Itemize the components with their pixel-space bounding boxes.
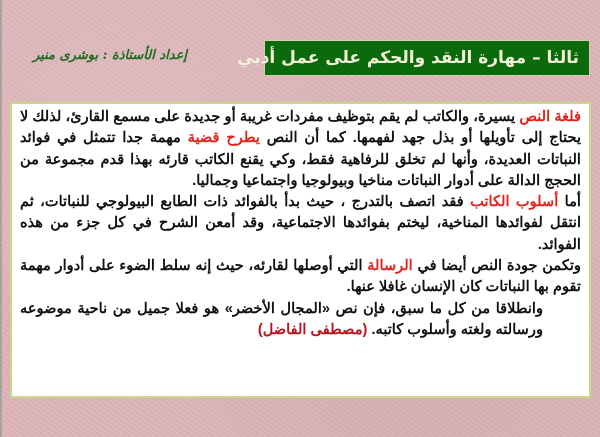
paragraph-message [20, 256, 581, 299]
paragraph-text: أما [558, 194, 581, 211]
paragraph-text: يسيرة، والكاتب لم يقم بتوظيف مفردات غريبة أو جديدة على مسمع القارئ، لذلك لا يحتاج إلى تأويلها أو بذل جهد لفهمها. كما أن النص [20, 109, 582, 147]
content-box [10, 102, 591, 398]
paragraph-text: فقد اتصف بالتدرج ، حيث بدأ بالفوائد ذات الطابع البيولوجي للنباتات، ثم انتقل لفوائدها المناخية، ليختم بفوائدها الاجتماعية، وقد أمعن الشرح في كل جزء من هذه الفوائد. [20, 194, 581, 253]
signature: (مصطفى الفاضل) [257, 321, 368, 338]
highlight-poses-issue: يطرح قضية [187, 130, 260, 147]
highlight-message: الرسالة [367, 258, 413, 275]
paragraph-text: مهمة جدا تتمثل في فوائد النباتات العديدة، وأنها لم تخلق للرفاهية فقط، وكي يقنع الكاتب قارئه بهذا قدم مجموعة من الحجج الدالة على أدوار النباتات مناخيا وبيولوجيا واجتماعيا وجماليا. [20, 130, 581, 189]
highlight-author-style: أسلوب الكاتب [470, 194, 559, 211]
title-banner [237, 40, 590, 76]
paragraph-text: التي أوصلها لقارئه، حيث إنه سلط الضوء على أدوار مهمة تقوم بها النباتات كان الإنسان غافلا عنها. [20, 258, 581, 296]
section-title: ثالثا – مهارة النقد والحكم على عمل أدبي [237, 48, 579, 68]
paragraph-language [20, 107, 581, 192]
paragraph-text: وانطلاقا من كل ما سبق، فإن نص «المجال الأخضر» هو فعلا جميل من ناحية موضوعه ورسالته ولغته وأسلوب كاتبه. [20, 300, 543, 338]
paragraph-style [20, 192, 581, 256]
slide-left-edge [0, 0, 2, 437]
paragraph-conclusion [20, 299, 581, 342]
author-credit: إعداد الأستاذة : بوشرى منير [33, 48, 187, 63]
highlight-text-language: فلغة النص [519, 109, 581, 125]
paragraph-text: وتكمن جودة النص أيضا في [412, 258, 581, 275]
